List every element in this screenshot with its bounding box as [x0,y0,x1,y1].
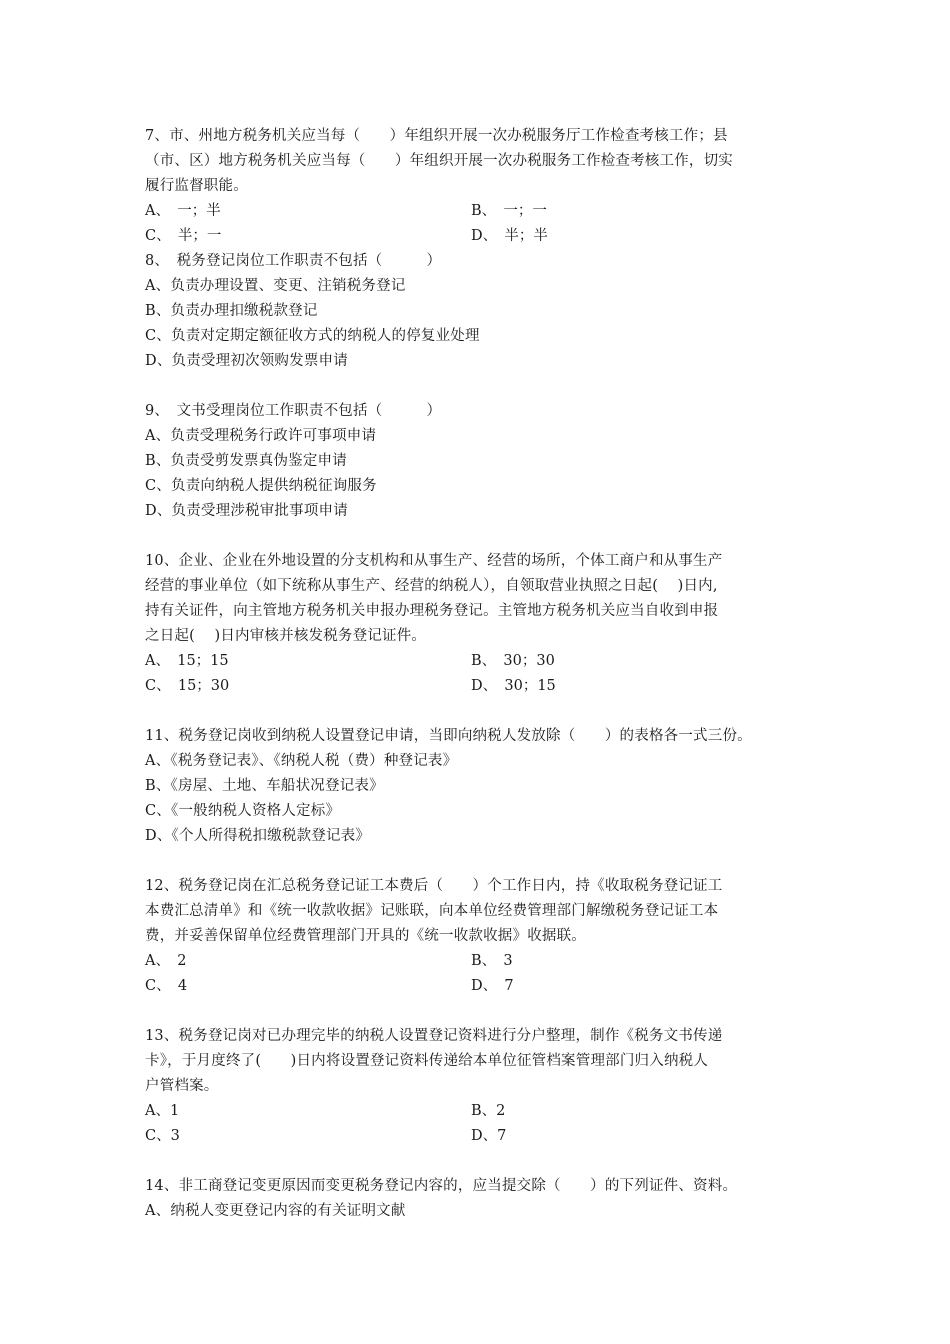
question-text-line: 之日起( )日内审核并核发税务登记证件。 [145,628,427,644]
option-d: D、7 [471,1128,507,1144]
option-c: C、 15；30 [145,678,230,694]
option-line: B、负责受剪发票真伪鉴定申请 [145,453,347,469]
spacer [145,374,825,399]
question-text-line: 13、税务登记岗对已办理完毕的纳税人设置登记资料进行分户整理，制作《税务文书传递 [145,1028,723,1044]
question-text-line: 8、 税务登记岗位工作职责不包括（ ） [145,253,442,269]
options-row [145,1099,825,1124]
spacer [145,524,825,549]
option-line: D、负责受理初次领购发票申请 [145,353,348,369]
question-text-line: 户管档案。 [145,1078,219,1094]
question-10 [145,549,825,699]
option-b: B、 一；一 [471,203,547,219]
question-text-line: 11、税务登记岗收到纳税人设置登记申请，当即向纳税人发放除（ ）的表格各一式三份。 [145,728,752,744]
question-text-line: 费，并妥善保留单位经费管理部门开具的《统一收款收据》收据联。 [145,928,586,944]
options-row [145,224,825,249]
question-text-line: 履行监督职能。 [145,178,248,194]
option-line: A、负责受理税务行政许可事项申请 [145,428,377,444]
question-13 [145,1024,825,1149]
option-d: D、 30；15 [471,678,556,694]
option-line: D、《个人所得税扣缴税款登记表》 [145,828,371,844]
option-d: D、 半；半 [471,228,548,244]
question-text-line: 14、非工商登记变更原因而变更税务登记内容的，应当提交除（ ）的下列证件、资料。 [145,1178,738,1194]
options-row [145,674,825,699]
option-line: A、纳税人变更登记内容的有关证明文献 [145,1203,406,1219]
question-text-line: （市、区）地方税务机关应当每（ ）年组织开展一次办税服务工作检查考核工作，切实 [145,153,733,169]
option-b: B、2 [471,1103,506,1119]
option-line: A、《税务登记表》、《纳税人税（费）种登记表》 [145,753,458,769]
question-9 [145,399,825,524]
option-c: C、 4 [145,978,188,994]
option-a: A、 2 [145,953,187,969]
option-line: C、负责对定期定额征收方式的纳税人的停复业处理 [145,328,480,344]
question-text-line: 本费汇总清单》和《统一收款收据》记账联，向本单位经费管理部门解缴税务登记证工本 [145,903,719,919]
options-row [145,1124,825,1149]
option-line: D、负责受理涉税审批事项申请 [145,503,348,519]
option-c: C、3 [145,1128,180,1144]
options-row [145,949,825,974]
spacer [145,849,825,874]
option-a: A、1 [145,1103,180,1119]
spacer [145,1149,825,1174]
option-b: B、 3 [471,953,513,969]
question-text-line: 10、企业、企业在外地设置的分支机构和从事生产、经营的场所，个体工商户和从事生产 [145,553,723,569]
question-11 [145,724,825,849]
option-a: A、 15；15 [145,653,229,669]
question-text-line: 经营的事业单位（如下统称从事生产、经营的纳税人），自领取营业执照之日起( )日内, [145,578,718,594]
option-line: C、负责向纳税人提供纳税征询服务 [145,478,377,494]
option-b: B、 30；30 [471,653,555,669]
question-8 [145,249,825,374]
question-14 [145,1174,825,1224]
option-line: A、负责办理设置、变更、注销税务登记 [145,278,406,294]
question-text-line: 12、税务登记岗在汇总税务登记证工本费后（ ）个工作日内，持《收取税务登记证工 [145,878,723,894]
question-text-line: 9、 文书受理岗位工作职责不包括（ ） [145,403,442,419]
spacer [145,699,825,724]
options-row [145,199,825,224]
question-list [145,124,825,1224]
question-7 [145,124,825,249]
question-12 [145,874,825,999]
option-line: C、《一般纳税人资格人定标》 [145,803,341,819]
question-text-line: 卡》，于月度终了( )日内将设置登记资料传递给本单位征管档案管理部门归入纳税人 [145,1053,709,1069]
option-a: A、 一；半 [145,203,221,219]
question-text-line: 持有关证件，向主管地方税务机关申报办理税务登记。主管地方税务机关应当自收到申报 [145,603,719,619]
option-line: B、《房屋、土地、车船状况登记表》 [145,778,384,794]
question-text-line: 7、市、州地方税务机关应当每（ ）年组织开展一次办税服务厅工作检查考核工作；县 [145,128,728,144]
option-line: B、负责办理扣缴税款登记 [145,303,318,319]
options-row [145,649,825,674]
options-row [145,974,825,999]
option-d: D、 7 [471,978,514,994]
option-c: C、 半；一 [145,228,222,244]
spacer [145,999,825,1024]
